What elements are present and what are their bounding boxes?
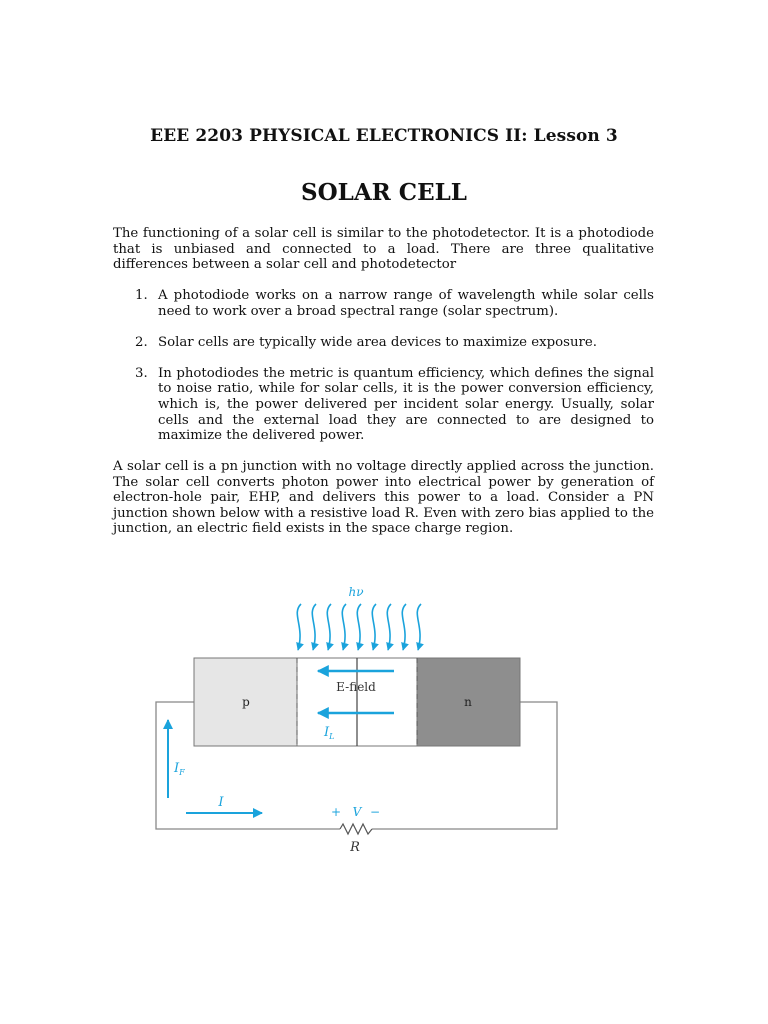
il-label: $I_L$ [324,725,335,741]
photon-arrow [387,604,391,650]
list-number: 2. [135,334,148,350]
voltage-label: V [352,805,362,819]
resistor [340,824,372,834]
p-label: p [242,695,250,709]
photon-arrow [417,604,421,650]
photon-arrow [357,604,361,650]
efield-label: E-field [336,680,376,694]
list-item-text: Solar cells are typically wide area devices to maximize exposure. [158,334,597,350]
list-item-text: A photodiode works on a narrow range of wavelength while solar cells need to work over a broad spectral range (solar spectrum). [158,288,654,319]
resistor-label: R [350,840,360,855]
photon-arrow [297,604,301,650]
photon-arrow [402,604,406,650]
photon-label: hν [348,585,364,599]
course-title: EEE 2203 PHYSICAL ELECTRONICS II: Lesson 3 [150,126,618,146]
list-number: 3. [135,365,148,381]
current-label: I [218,795,224,810]
n-label: n [464,695,472,709]
junction-paragraph: A solar cell is a pn junction with no voltage directly applied across the junction. The solar cell converts photon power into electrical power by generation of electron-hole pair, EHP, and delivers this power to a load. Consider a PN junction shown below with a resistive load R. Even with zero bias applied to the junction, an electric field exists in the space charge region. [113,459,654,537]
solar-cell-diagram [150,578,570,863]
photon-arrow [372,604,376,650]
photon-arrow [327,604,331,650]
page-title: SOLAR CELL [301,179,467,206]
list-item [113,288,654,319]
photon-arrow [342,604,346,650]
differences-list [113,288,654,459]
photon-arrows [297,604,421,650]
list-item [113,335,654,351]
list-number: 1. [135,288,148,303]
photon-arrow [312,604,316,650]
minus-sign: − [369,805,381,819]
intro-paragraph: The functioning of a solar cell is similar to the photodetector. It is a photodiode that is unbiased and connected to a load. There are three qualitative differences between a solar cell and photodetector [113,226,654,273]
plus-sign: + [330,805,342,819]
list-item [113,366,654,444]
if-label: $I_F$ [174,761,185,777]
list-item-text: In photodiodes the metric is quantum efficiency, which defines the signal to noise ratio, while for solar cells, it is the power conversion efficiency, which is, the power delivered per incident solar energy. Usually, solar cells and the external load they are connected to are designed to maximize the delivered power. [158,365,654,444]
